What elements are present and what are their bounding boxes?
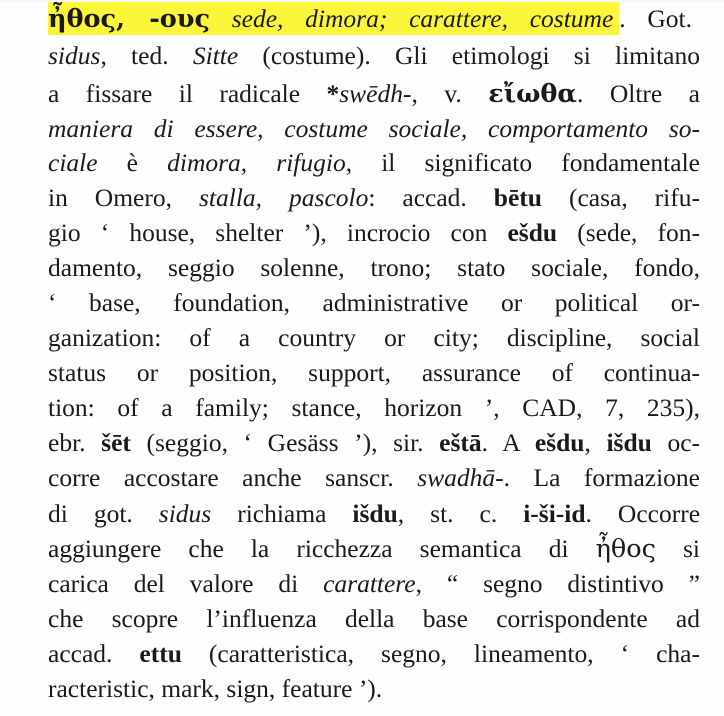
text-run: bētu (493, 183, 542, 212)
text-run: carattere (323, 569, 416, 598)
text-run: šēt (101, 428, 131, 457)
text-run: , il significato fondamentale (345, 148, 700, 177)
text-line (48, 39, 700, 74)
text-run: . Got. (619, 4, 692, 33)
text-line (48, 77, 700, 112)
text-run: ciale (48, 148, 98, 177)
text-run: maniera di essere, costume sociale, comportamento so- (48, 114, 700, 143)
text-run: è (97, 148, 168, 177)
text-run: (seggio, ‘ Gesäss ’), sir. (130, 428, 440, 457)
text-run: , v. (411, 79, 489, 108)
text-run: ἦθος, -ους (48, 4, 211, 34)
text-run: swēdh- (339, 79, 412, 108)
text-run: oc- (651, 428, 700, 457)
text-run: si (655, 534, 700, 563)
text-line (48, 251, 700, 286)
text-run: accad. (48, 639, 140, 668)
text-run: a fissare il radicale (48, 79, 327, 108)
text-run: ‘ base, foundation, administrative or political or- (48, 288, 700, 317)
text-run: gio ‘ house, shelter ’), incrocio con (48, 218, 508, 247)
text-line (48, 321, 700, 356)
text-line (48, 286, 700, 321)
text-run: dimora, rifugio (167, 148, 346, 177)
text-line (48, 146, 700, 181)
text-line (48, 356, 700, 391)
text-line (48, 532, 700, 567)
text-run: sidus (48, 41, 101, 70)
text-run: racteristic, mark, sign, feature ’). (48, 674, 383, 703)
text-run: sede, dimora; carattere, costume (210, 4, 614, 33)
text-run: ebr. (48, 428, 102, 457)
text-run: . La formazione (503, 463, 700, 492)
text-run: ἦθος (595, 534, 656, 564)
text-run: * (326, 79, 340, 108)
text-run: eštā (439, 428, 482, 457)
text-run: : accad. (368, 183, 494, 212)
text-line (48, 497, 700, 532)
text-run: swadhā- (417, 463, 504, 492)
text-line (48, 2, 692, 37)
text-run: , (584, 428, 607, 457)
text-run: . A (481, 428, 535, 457)
text-run: Sitte (192, 41, 239, 70)
text-run: ettu (139, 639, 182, 668)
text-run: carica del valore di (48, 569, 324, 598)
text-run: , ted. (100, 41, 193, 70)
text-run: tion: of a family; stance, horizon ’, CAD, 7, 235), (48, 393, 700, 422)
text-run: . Oltre a (577, 79, 700, 108)
text-line (48, 461, 700, 496)
text-run: aggiungere che la ricchezza semantica di (48, 534, 596, 563)
text-run: i-ši-id (523, 499, 586, 528)
text-run: di got. (48, 499, 159, 528)
text-run: ešdu (507, 218, 558, 247)
text-run: (costume). Gli etimologi si limitano (238, 41, 700, 70)
text-line (48, 602, 700, 637)
text-run: in Omero, (48, 183, 199, 212)
text-run: εἴωθα (488, 79, 577, 109)
text-run: , “ segno distintivo ” (415, 569, 700, 598)
text-run: corre accostare anche sanscr. (48, 463, 418, 492)
text-run: , st. c. (397, 499, 524, 528)
text-run: che scopre l’influenza della base corrispondente ad (48, 604, 700, 633)
text-run: išdu (352, 499, 398, 528)
text-line (48, 672, 700, 707)
text-line (48, 181, 700, 216)
text-line (48, 637, 700, 672)
text-run: richiama (211, 499, 353, 528)
text-run: ganization: of a country or city; discipline, social (48, 323, 700, 352)
text-run: status or position, support, assurance of continua- (48, 358, 700, 387)
text-line (48, 391, 700, 426)
text-line (48, 112, 700, 147)
text-run: išdu (606, 428, 652, 457)
text-run: damento, seggio solenne, trono; stato sociale, fondo, (48, 253, 700, 282)
text-run: (caratteristica, segno, lineamento, ‘ cha- (181, 639, 700, 668)
text-run: stalla, pascolo (198, 183, 369, 212)
text-line (48, 426, 700, 461)
text-run: ešdu (534, 428, 585, 457)
text-line (48, 567, 700, 602)
text-run: (casa, rifu- (541, 183, 700, 212)
text-run: sidus (158, 499, 212, 528)
highlighted-headword (48, 2, 619, 35)
text-run: . Occorre (585, 499, 700, 528)
text-line (48, 216, 700, 251)
text-run: (sede, fon- (557, 218, 700, 247)
